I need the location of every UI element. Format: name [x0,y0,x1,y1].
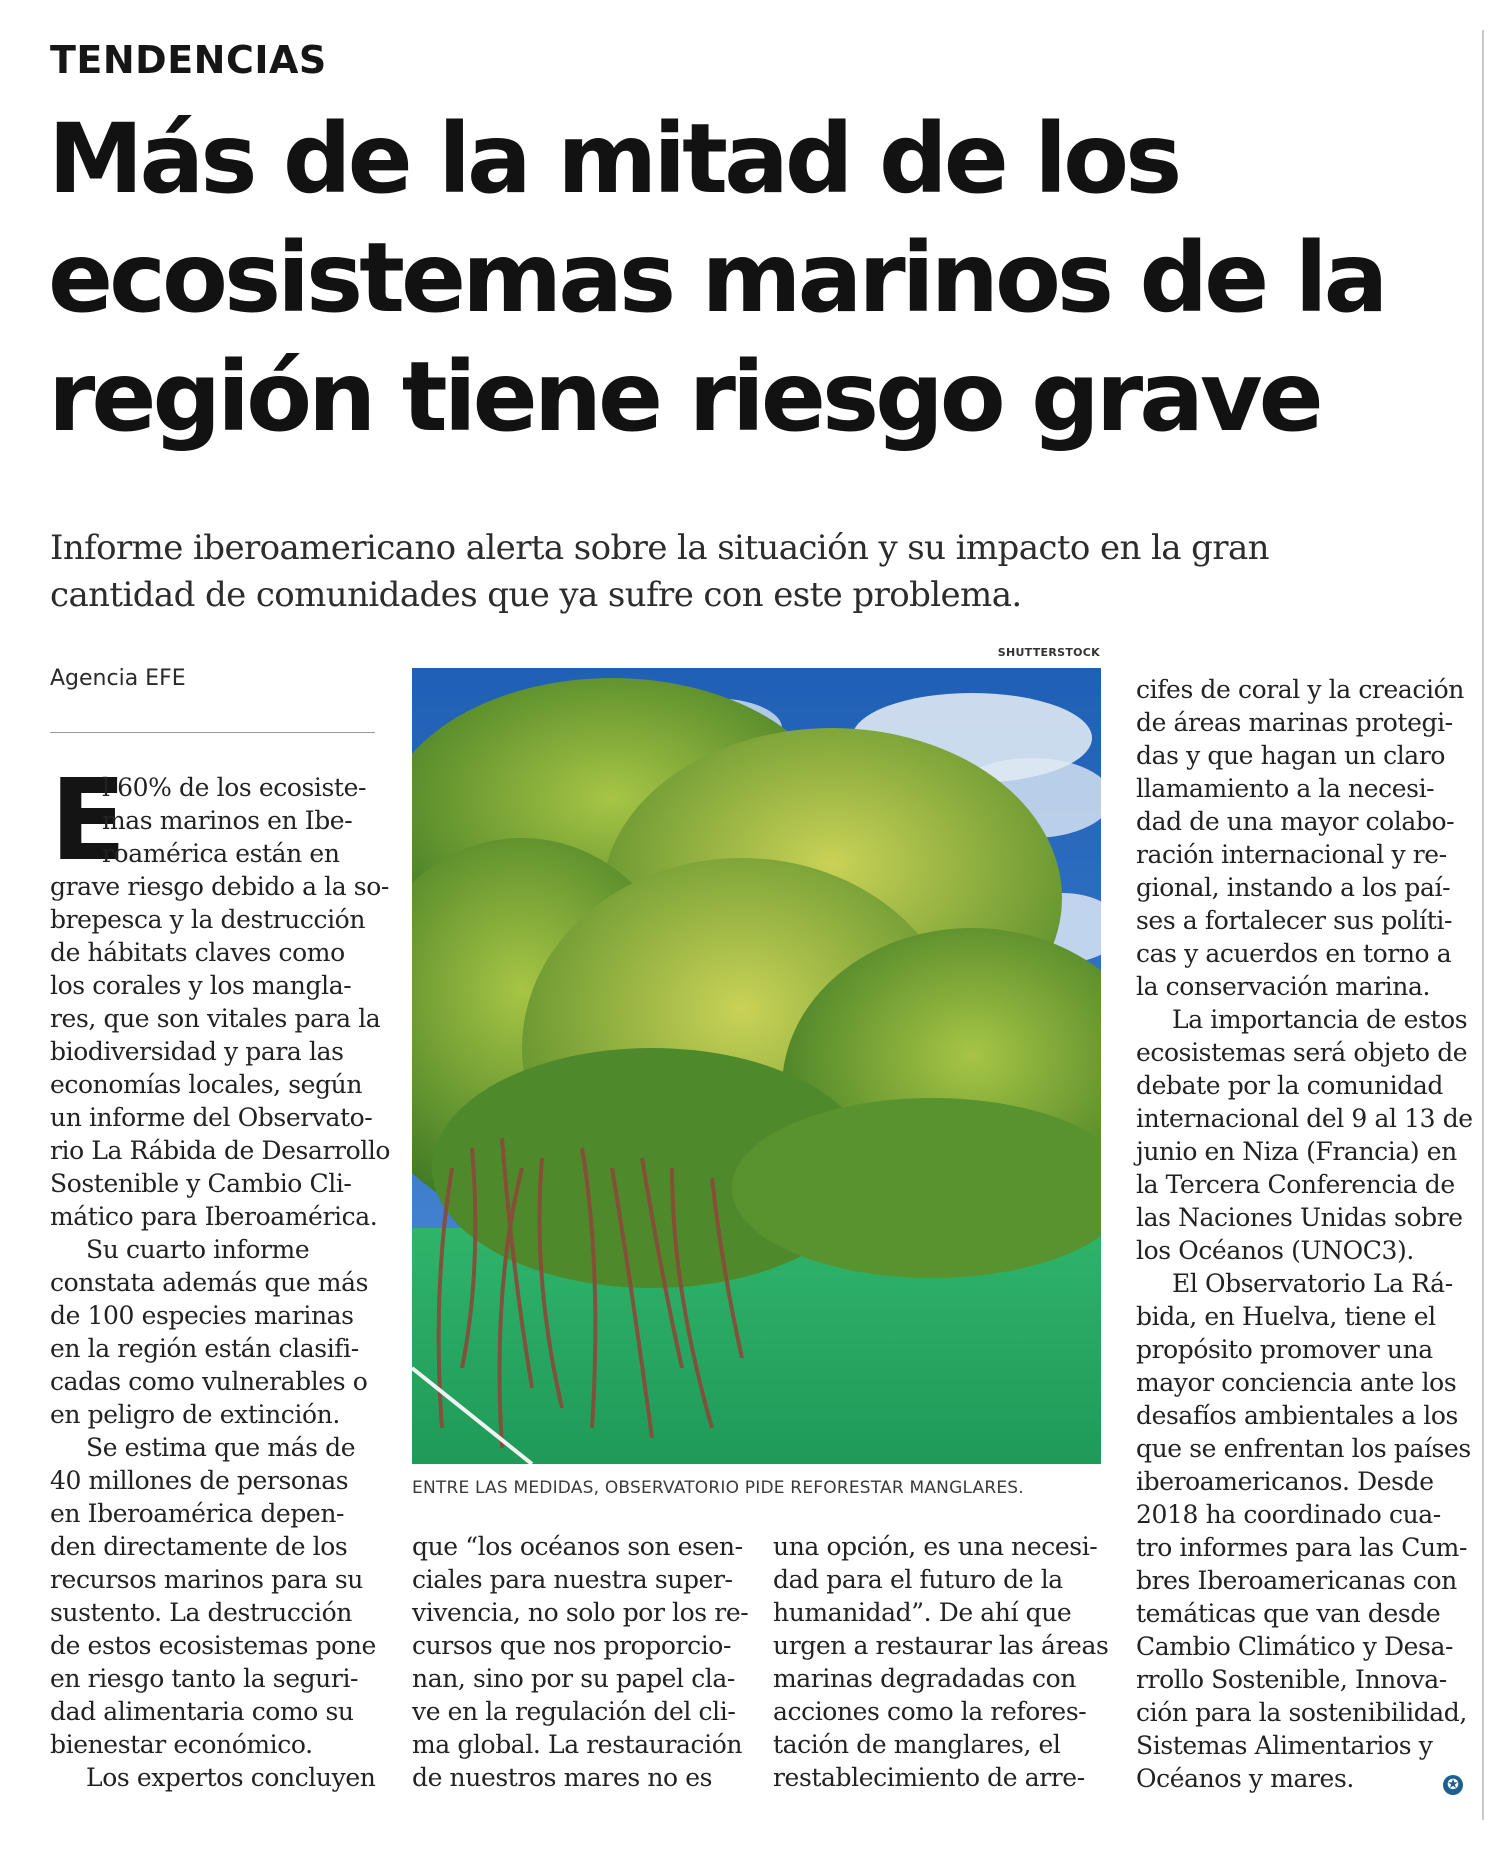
text-line: mayor conciencia ante los [1136,1368,1457,1397]
deck-line: cantidad de comunidades que ya sufre con este problema. [50,575,1022,615]
text-line: ración internacional y re- [1136,840,1447,869]
text-line: una opción, es una necesi- [773,1532,1098,1561]
text-line: cas y acuerdos en torno a [1136,939,1452,968]
text-line: de estos ecosistemas pone [50,1631,376,1660]
article-column-2 [412,1530,749,1794]
text-line: que se enfrentan los países [1136,1434,1471,1463]
headline-line: ecosistemas marinos de la [48,222,1385,334]
text-line: economías locales, según [50,1070,363,1099]
text-line: Los expertos concluyen [86,1763,376,1792]
mangrove-photo [412,668,1101,1464]
text-line: Su cuarto informe [86,1235,310,1264]
text-line: Sistemas Alimentarios y [1136,1731,1433,1760]
text-line: l 60% de los ecosiste- [102,773,367,802]
text-line: que “los océanos son esen- [412,1532,743,1561]
text-line: cadas como vulnerables o [50,1367,368,1396]
text-line: internacional del 9 al 13 de [1136,1104,1473,1133]
text-line: rio La Rábida de Desarrollo [50,1136,391,1165]
text-line: llamamiento a la necesi- [1136,774,1435,803]
text-line: nan, sino por su papel cla- [412,1664,735,1693]
article-column-4 [1136,673,1473,1795]
text-line: Cambio Climático y Desa- [1136,1632,1453,1661]
photo-credit: SHUTTERSTOCK [997,646,1100,659]
text-line: ción para la sostenibilidad, [1136,1698,1467,1727]
text-line: ve en la regulación del cli- [412,1697,736,1726]
text-line: acciones como la refores- [773,1697,1087,1726]
text-line: junio en Niza (Francia) en [1136,1137,1457,1166]
text-line: constata además que más [50,1268,369,1297]
text-line: restablecimiento de arre- [773,1763,1085,1792]
text-line: La importancia de estos [1172,1005,1468,1034]
text-line: de hábitats claves como [50,938,345,967]
star-end-icon: ✪ [1443,1775,1463,1795]
text-line: de nuestros mares no es [412,1763,713,1792]
text-line: cursos que nos proporcio- [412,1631,731,1660]
text-line: das y que hagan un claro [1136,741,1446,770]
drop-cap: E [50,756,127,886]
text-line: den directamente de los [50,1532,348,1561]
text-line: en riesgo tanto la seguri- [50,1664,359,1693]
text-line: sustento. La destrucción [50,1598,352,1627]
text-line: de áreas marinas protegi- [1136,708,1453,737]
text-line: recursos marinos para su [50,1565,363,1594]
text-line: ses a fortalecer sus políti- [1136,906,1452,935]
text-line: los Océanos (UNOC3). [1136,1236,1414,1265]
text-line: dad alimentaria como su [50,1697,354,1726]
text-line: 2018 ha coordinado cua- [1136,1500,1441,1529]
text-line: bres Iberoamericanas con [1136,1566,1457,1595]
text-line: ecosistemas será objeto de [1136,1038,1468,1067]
text-line: la conservación marina. [1136,972,1431,1001]
photo-caption: ENTRE LAS MEDIDAS, OBSERVATORIO PIDE REFORESTAR MANGLARES. [412,1478,1024,1498]
text-line: propósito promover una [1136,1335,1433,1364]
text-line: en la región están clasifi- [50,1334,359,1363]
text-line: un informe del Observato- [50,1103,373,1132]
text-line: iberoamericanos. Desde [1136,1467,1434,1496]
text-line: dad para el futuro de la [773,1565,1063,1594]
byline-divider [50,732,375,733]
text-line: gional, instando a los paí- [1136,873,1451,902]
headline-line: región tiene riesgo grave [48,341,1320,453]
text-line: humanidad”. De ahí que [773,1598,1072,1627]
text-line: en Iberoamérica depen- [50,1499,345,1528]
text-line: debate por la comunidad [1136,1071,1443,1100]
text-line: tación de manglares, el [773,1730,1061,1759]
text-line: la Tercera Conferencia de [1136,1170,1455,1199]
text-line: res, que son vitales para la [50,1004,381,1033]
text-line: roamérica están en [102,839,340,868]
text-line: Océanos y mares. [1136,1764,1354,1793]
headline-line: Más de la mitad de los [48,103,1179,215]
byline: Agencia EFE [50,666,186,691]
text-line: brepesca y la destrucción [50,905,366,934]
text-line: ciales para nuestra super- [412,1565,733,1594]
text-line: mático para Iberoamérica. [50,1202,378,1231]
text-line: bida, en Huelva, tiene el [1136,1302,1436,1331]
text-line: 40 millones de personas [50,1466,349,1495]
headline [48,100,1468,457]
text-line: Se estima que más de [86,1433,356,1462]
text-line: urgen a restaurar las áreas [773,1631,1109,1660]
text-line: las Naciones Unidas sobre [1136,1203,1463,1232]
text-line: cifes de coral y la creación [1136,675,1464,704]
deck-line: Informe iberoamericano alerta sobre la situación y su impacto en la gran [50,528,1269,568]
text-line: mas marinos en Ibe- [102,806,353,835]
text-line: vivencia, no solo por los re- [412,1598,749,1627]
text-line: desafíos ambientales a los [1136,1401,1458,1430]
text-line: rrollo Sostenible, Innova- [1136,1665,1447,1694]
text-line: grave riesgo debido a la so- [50,872,389,901]
text-line: de 100 especies marinas [50,1301,354,1330]
article-column-1 [50,756,391,1794]
text-line: biodiversidad y para las [50,1037,344,1066]
column-rule [1482,30,1484,1820]
text-line: ma global. La restauración [412,1730,743,1759]
text-line: en peligro de extinción. [50,1400,340,1429]
section-kicker: TENDENCIAS [50,38,327,82]
text-line: temáticas que van desde [1136,1599,1441,1628]
text-line: tro informes para las Cum- [1136,1533,1467,1562]
text-line: Sostenible y Cambio Cli- [50,1169,352,1198]
text-line: bienestar económico. [50,1730,313,1759]
text-line: El Observatorio La Rá- [1172,1269,1453,1298]
text-line: los corales y los mangla- [50,971,352,1000]
text-line: dad de una mayor colabo- [1136,807,1455,836]
text-line: marinas degradadas con [773,1664,1076,1693]
deck-subtitle [50,525,1470,619]
article-column-3 [773,1530,1109,1794]
